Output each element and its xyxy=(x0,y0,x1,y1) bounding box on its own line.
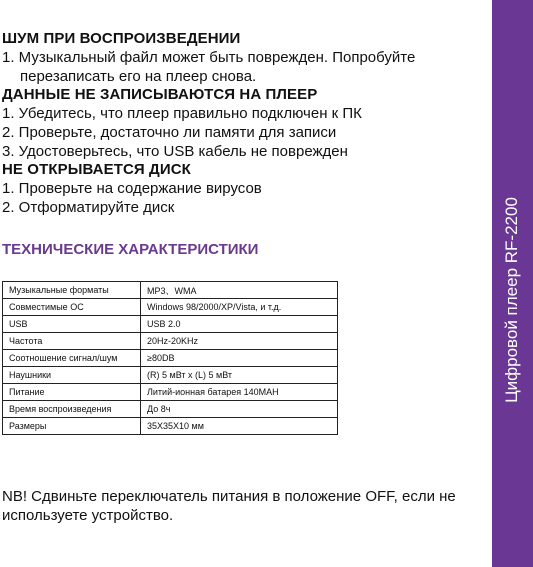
table-row xyxy=(3,299,338,316)
table-row xyxy=(3,418,338,435)
spec-label: Соотношение сигнал/шум xyxy=(3,350,141,367)
list-item: 1. Проверьте на содержание вирусов xyxy=(2,180,262,197)
spec-label: Частота xyxy=(3,333,141,350)
spec-value: USB 2.0 xyxy=(141,316,338,333)
spec-value: 20Hz-20KHz xyxy=(141,333,338,350)
section-title: ШУМ ПРИ ВОСПРОИЗВЕДЕНИИ xyxy=(2,30,241,47)
section-title: НЕ ОТКРЫВАЕТСЯ ДИСК xyxy=(2,161,191,178)
spec-label: Наушники xyxy=(3,367,141,384)
list-item: 1. Музыкальный файл может быть поврежден. Попробуйте перезаписать его на плеер снова. xyxy=(2,49,416,85)
spec-label: Размеры xyxy=(3,418,141,435)
troubleshooting-content xyxy=(2,30,482,274)
section-title: ДАННЫЕ НЕ ЗАПИСЫВАЮТСЯ НА ПЛЕЕР xyxy=(2,86,318,103)
section-disk-not-opening xyxy=(2,161,482,217)
list-item: 3. Удостоверьтесь, что USB кабель не поврежден xyxy=(2,143,348,160)
spec-value: Windows 98/2000/XP/Vista, и т.д. xyxy=(141,299,338,316)
spec-label: USB xyxy=(3,316,141,333)
table-row xyxy=(3,350,338,367)
table-row xyxy=(3,316,338,333)
spec-value: 35X35X10 мм xyxy=(141,418,338,435)
spec-label: Музыкальные форматы xyxy=(3,282,141,299)
table-row xyxy=(3,367,338,384)
specs-table xyxy=(2,281,338,435)
table-row xyxy=(3,333,338,350)
spec-value: Литий-ионная батарея 140MAH xyxy=(141,384,338,401)
spec-label: Время воспроизведения xyxy=(3,401,141,418)
tech-specs-title: ТЕХНИЧЕСКИЕ ХАРАКТЕРИСТИКИ xyxy=(2,241,259,258)
spec-value: (R) 5 мВт x (L) 5 мВт xyxy=(141,367,338,384)
section-noise xyxy=(2,30,482,86)
spec-value: MP3、WMA xyxy=(141,282,338,299)
table-row xyxy=(3,384,338,401)
spec-label: Питание xyxy=(3,384,141,401)
list-item: 2. Проверьте, достаточно ли памяти для записи xyxy=(2,124,337,141)
spec-label: Совместимые ОС xyxy=(3,299,141,316)
power-note: NB! Сдвиньте переключатель питания в положение OFF, если не используете устройство. xyxy=(2,488,456,524)
table-row xyxy=(3,282,338,299)
section-data-not-writing xyxy=(2,86,482,161)
table-row xyxy=(3,401,338,418)
list-item: 1. Убедитесь, что плеер правильно подключен к ПК xyxy=(2,105,362,122)
list-item: 2. Отформатируйте диск xyxy=(2,199,175,216)
spec-value: До 8ч xyxy=(141,401,338,418)
side-banner-title: Цифровой плеер RF-2200 xyxy=(502,197,521,403)
spec-value: ≥80DB xyxy=(141,350,338,367)
side-banner xyxy=(492,0,533,567)
